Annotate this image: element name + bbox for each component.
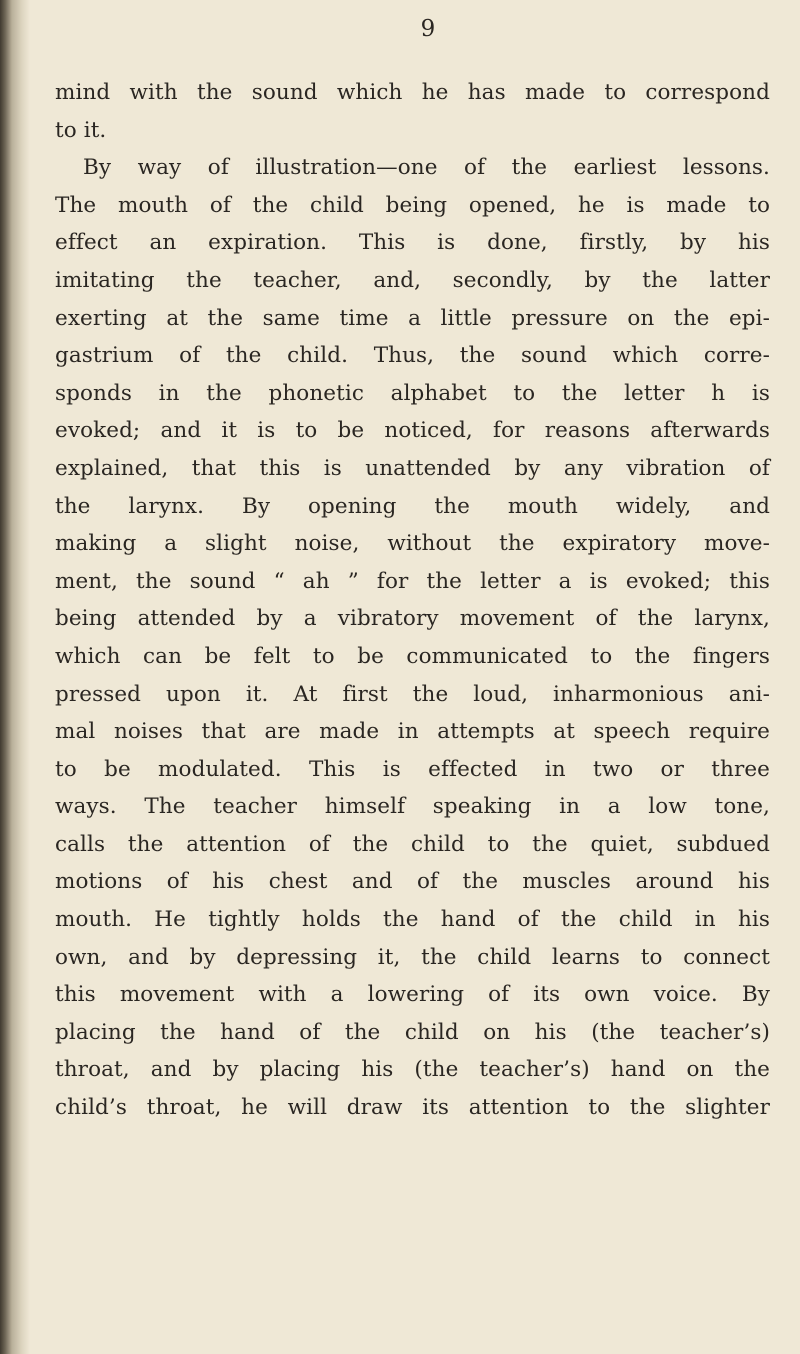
text-line: By way of illustration—one of the earliest lessons. bbox=[83, 155, 770, 181]
text-line: calls the attention of the child to the quiet, subdued bbox=[55, 831, 770, 857]
text-line: exerting at the same time a little pressure on the epi- bbox=[55, 305, 770, 331]
page-binding-edge bbox=[0, 0, 30, 1354]
text-line: being attended by a vibratory movement of the larynx, bbox=[55, 606, 770, 632]
text-line: own, and by depressing it, the child learns to connect bbox=[55, 944, 770, 970]
text-line: which can be felt to be communicated to the fingers bbox=[55, 643, 770, 669]
text-line: sponds in the phonetic alphabet to the letter h is bbox=[55, 380, 770, 406]
text-line: child’s throat, he will draw its attention to the slighter bbox=[55, 1095, 770, 1121]
text-line: mouth. He tightly holds the hand of the child in his bbox=[55, 907, 770, 933]
text-line: pressed upon it. At first the loud, inharmonious ani- bbox=[55, 681, 770, 707]
text-line: motions of his chest and of the muscles around his bbox=[55, 869, 770, 895]
text-line: placing the hand of the child on his (the teacher’s) bbox=[55, 1019, 770, 1045]
text-line: the larynx. By opening the mouth widely, and bbox=[55, 493, 770, 519]
page-number: 9 bbox=[420, 16, 436, 42]
text-line: gastrium of the child. Thus, the sound which corre- bbox=[55, 343, 770, 369]
text-line: The mouth of the child being opened, he is made to bbox=[55, 192, 770, 218]
text-line: ment, the sound “ ah ” for the letter a is evoked; this bbox=[55, 568, 770, 594]
text-line: ways. The teacher himself speaking in a low tone, bbox=[55, 794, 770, 820]
text-line: to be modulated. This is effected in two or three bbox=[55, 756, 770, 782]
text-line: to it. bbox=[55, 117, 107, 143]
text-line: making a slight noise, without the expiratory move- bbox=[55, 531, 770, 557]
text-line: throat, and by placing his (the teacher’s) hand on the bbox=[55, 1057, 770, 1083]
body-text bbox=[55, 74, 770, 1127]
text-line: evoked; and it is to be noticed, for reasons afterwards bbox=[55, 418, 770, 444]
text-line: imitating the teacher, and, secondly, by the latter bbox=[55, 267, 770, 293]
text-line: effect an expiration. This is done, firstly, by his bbox=[55, 230, 770, 256]
text-line: this movement with a lowering of its own voice. By bbox=[55, 982, 770, 1008]
text-line: mind with the sound which he has made to correspond bbox=[55, 80, 770, 105]
text-line: mal noises that are made in attempts at speech require bbox=[55, 719, 770, 745]
text-line: explained, that this is unattended by any vibration of bbox=[55, 455, 770, 481]
